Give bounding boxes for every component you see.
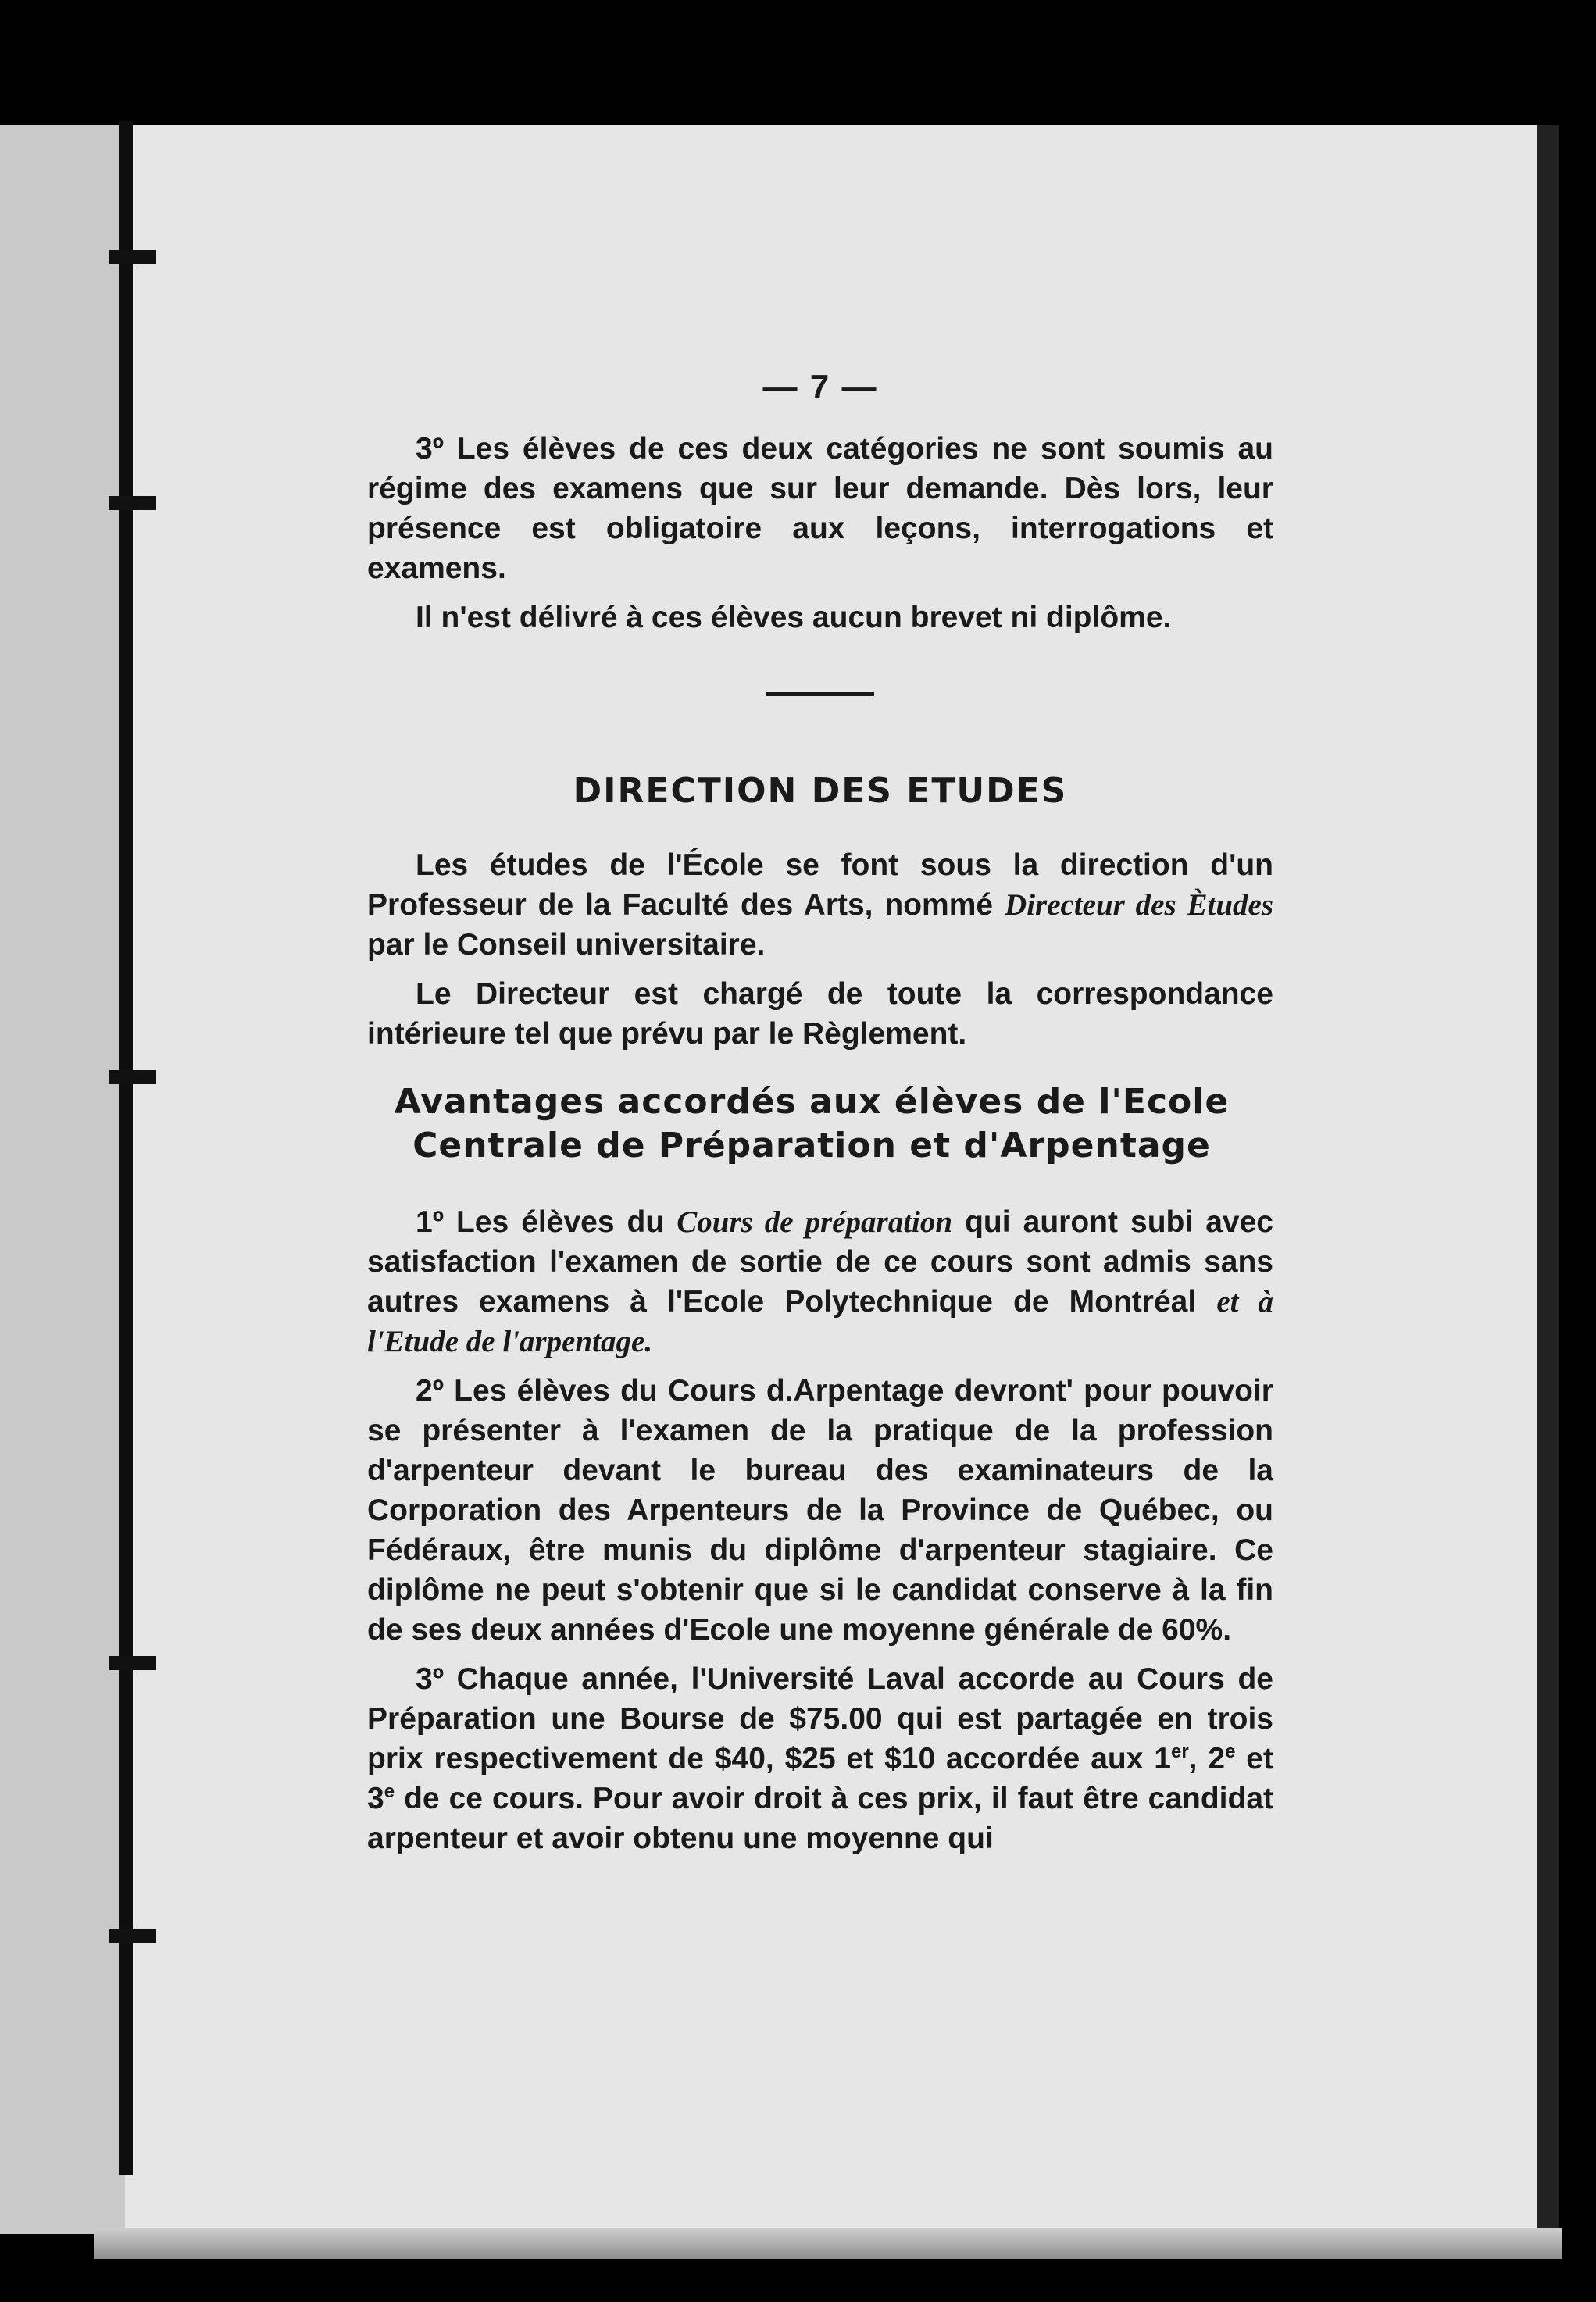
paragraph: 2º Les élèves du Cours d.Arpentage devront' pour pouvoir se présenter à l'examen de la pratique de la profession d'arpenteur devant le bureau des examinateurs de la Corporation des Arpenteurs de la Province de Québec, ou Fédéraux, être munis du diplôme d'arpenteur stagiaire. Ce diplôme ne peut s'obtenir que si le candidat conserve à la fin de ses deux années d'Ecole une moyenne générale de 60%. (367, 1374, 1273, 1647)
binding-stitch (109, 496, 156, 510)
page-bottom-edge (94, 2228, 1562, 2259)
binding-stitch (109, 1929, 156, 1943)
italic-text: et à l'Etude de l'arpentage. (367, 1285, 1273, 1358)
text-run: et 3 (367, 1742, 1273, 1815)
page-content (367, 367, 1273, 1858)
paragraph (367, 1202, 1273, 1362)
heading-line: Avantages accordés aux élèves de l'Ecole (394, 1082, 1230, 1122)
paragraph (367, 845, 1273, 965)
text-run: par le Conseil universitaire. (367, 928, 766, 962)
superscript: e (1225, 1741, 1236, 1762)
section-heading: DIRECTION DES ETUDES (573, 771, 1068, 811)
facing-page-edge (0, 125, 125, 2234)
heading-line: Centrale de Préparation et d'Arpentage (412, 1126, 1211, 1165)
paragraph: Le Directeur est chargé de toute la correspondance intérieure tel que prévu par le Règlement. (367, 977, 1273, 1051)
paragraph: 3º Les élèves de ces deux catégories ne sont soumis au régime des examens que sur leur demande. Dès lors, leur présence est obligatoire aux leçons, interrogations et examens. (367, 432, 1273, 585)
text-run: Les études de l'École se font sous la direction d'un Professeur de la Faculté des Arts, nommé (367, 848, 1273, 922)
page-number: — 7 — (762, 368, 878, 406)
section-heading (350, 1080, 1273, 1168)
paragraph (367, 1659, 1273, 1858)
page-right-edge (1537, 125, 1559, 2234)
text-run: de ce cours. Pour avoir droit à ces prix, il faut être candidat arpenteur et avoir obtenu une moyenne qui (367, 1782, 1273, 1855)
binding-stitch (109, 1656, 156, 1670)
paragraph: Il n'est délivré à ces élèves aucun brevet ni diplôme. (416, 601, 1172, 634)
text-run: 3º Chaque année, l'Université Laval accorde au Cours de Préparation une Bourse de $75.00 qui est partagée en trois prix respectivement de $40, $25 et $10 accordée aux 1 (367, 1662, 1273, 1776)
text-run: , 2 (1188, 1742, 1226, 1776)
binding-stitch (109, 250, 156, 264)
italic-text: Cours de préparation (677, 1205, 953, 1239)
superscript: e (384, 1781, 395, 1802)
superscript: er (1170, 1741, 1189, 1762)
text-run: qui auront subi avec satisfaction l'examen de sortie de ce cours sont admis sans autres examens à l'Ecole Polytechnique de Montréal (367, 1205, 1273, 1319)
italic-text: Directeur des Ètudes (1005, 888, 1274, 922)
binding-spine (119, 121, 133, 2175)
text-run: 1º Les élèves du (416, 1205, 677, 1239)
binding-stitch (109, 1070, 156, 1084)
section-divider (766, 692, 874, 696)
